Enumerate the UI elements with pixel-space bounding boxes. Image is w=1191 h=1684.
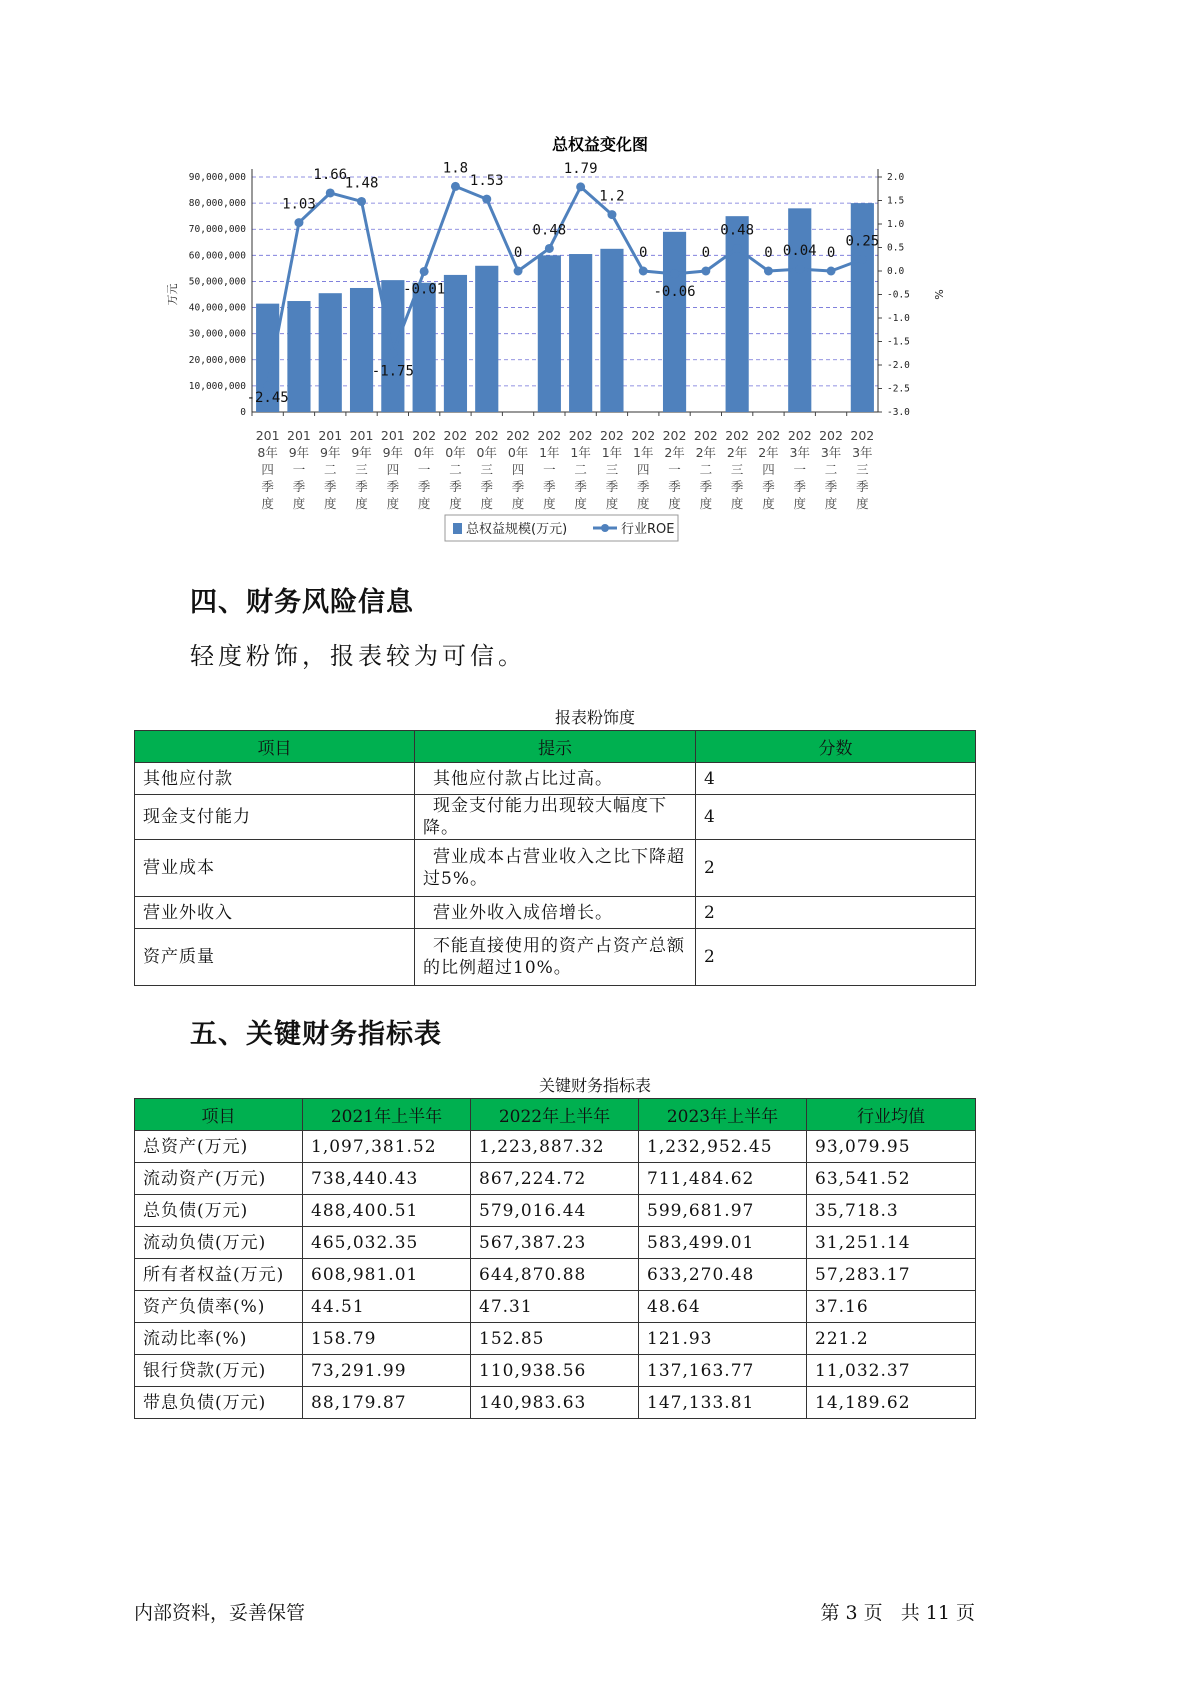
row-value: 57,283.17 <box>807 1259 976 1291</box>
roe-data-label: 1.48 <box>344 175 379 192</box>
header-2022h1: 2022年上半年 <box>471 1099 639 1131</box>
x-tick-label: 度 <box>668 496 681 511</box>
risk-summary: 轻度粉饰，报表较为可信。 <box>190 642 526 670</box>
roe-point <box>795 265 804 274</box>
x-tick-label: 1年 <box>633 445 654 460</box>
equity-bar <box>413 283 436 412</box>
x-tick-label: 1年 <box>601 445 623 460</box>
row-value: 644,870.88 <box>471 1259 639 1291</box>
header-industry-avg: 行业均值 <box>807 1099 976 1131</box>
header-item: 项目 <box>135 731 415 763</box>
x-tick-label: 季 <box>574 479 587 494</box>
row-value: 73,291.99 <box>303 1355 471 1387</box>
row-value: 738,440.43 <box>303 1163 471 1195</box>
row-score: 4 <box>696 795 976 840</box>
header-tip: 提示 <box>415 731 696 763</box>
row-value: 488,400.51 <box>303 1195 471 1227</box>
y-right-tick-label: 0.0 <box>887 266 905 277</box>
row-item: 资产质量 <box>135 929 415 986</box>
roe-point <box>764 267 773 276</box>
roe-point <box>326 188 335 197</box>
x-tick-label: 一 <box>543 462 556 477</box>
row-value: 633,270.48 <box>639 1259 807 1291</box>
whitewash-table-caption: 报表粉饰度 <box>554 708 635 727</box>
row-tip: 营业成本占营业收入之比下降超过5%。 <box>415 840 696 897</box>
x-tick-label: 季 <box>355 479 368 494</box>
x-tick-label: 季 <box>417 479 431 494</box>
row-value: 140,983.63 <box>471 1387 639 1419</box>
roe-point <box>294 218 303 227</box>
x-tick-label: 度 <box>417 496 431 511</box>
row-tip: 不能直接使用的资产占资产总额的比例超过10%。 <box>415 929 696 986</box>
x-tick-label: 季 <box>543 479 556 494</box>
row-value: 48.64 <box>639 1291 807 1323</box>
y-right-tick-label: 1.5 <box>887 195 905 207</box>
equity-bar <box>538 255 561 412</box>
x-tick-label: 1年 <box>570 445 591 460</box>
x-tick-label: 季 <box>511 479 525 494</box>
row-value: 599,681.97 <box>639 1195 807 1227</box>
equity-bar <box>663 232 686 412</box>
legend-line-marker <box>601 524 609 532</box>
roe-point <box>607 210 616 219</box>
row-item: 其他应付款 <box>135 763 415 795</box>
row-value: 93,079.95 <box>807 1131 976 1163</box>
header-item: 项目 <box>135 1099 303 1131</box>
roe-data-label: 1.2 <box>599 188 625 205</box>
row-score: 2 <box>696 929 976 986</box>
x-tick-label: 季 <box>699 479 713 494</box>
table-row <box>135 1323 976 1355</box>
x-tick-label: 度 <box>386 496 400 511</box>
y-left-tick-label: 90,000,000 <box>188 172 246 183</box>
row-value: 867,224.72 <box>471 1163 639 1195</box>
x-tick-label: 度 <box>574 496 587 511</box>
roe-data-label: -0.06 <box>653 283 696 300</box>
roe-point <box>482 195 491 204</box>
row-value: 63,541.52 <box>807 1163 976 1195</box>
row-value: 158.79 <box>303 1323 471 1355</box>
x-tick-label: 202 <box>506 428 530 443</box>
x-tick-label: 度 <box>355 496 368 511</box>
row-value: 579,016.44 <box>471 1195 639 1227</box>
table-row <box>135 1163 976 1195</box>
roe-data-label: 0 <box>826 245 836 261</box>
x-tick-label: 一 <box>793 462 807 477</box>
x-tick-label: 二 <box>323 462 337 477</box>
row-value: 1,223,887.32 <box>471 1131 639 1163</box>
y-left-tick-label: 20,000,000 <box>188 354 246 366</box>
table-row <box>135 1291 976 1323</box>
x-tick-label: 8年 <box>257 445 278 460</box>
row-value: 1,232,952.45 <box>639 1131 807 1163</box>
roe-data-label: 0 <box>701 245 711 261</box>
table-row <box>135 929 976 986</box>
table-header-row <box>135 1099 976 1131</box>
x-tick-label: 季 <box>292 479 306 494</box>
row-tip: 其他应付款占比过高。 <box>415 763 696 795</box>
x-tick-label: 度 <box>824 496 838 511</box>
x-tick-label: 季 <box>449 479 462 494</box>
table-row <box>135 897 976 929</box>
x-tick-label: 季 <box>668 479 681 494</box>
x-tick-label: 1年 <box>539 445 560 460</box>
roe-data-label: 1.66 <box>313 166 348 183</box>
x-tick-label: 三 <box>730 462 744 477</box>
x-tick-label: 四 <box>636 462 650 477</box>
roe-point <box>388 349 397 358</box>
roe-data-label: 0.25 <box>845 233 880 250</box>
row-item: 营业成本 <box>135 840 415 897</box>
x-tick-label: 3年 <box>820 445 842 460</box>
x-tick-label: 季 <box>856 479 869 494</box>
y-right-tick-label: -1.0 <box>887 313 910 324</box>
y-right-tick-label: 0.5 <box>887 242 905 254</box>
x-tick-label: 0年 <box>476 445 497 460</box>
roe-point <box>357 197 366 206</box>
row-item: 营业外收入 <box>135 897 415 929</box>
x-tick-label: 一 <box>417 462 431 477</box>
section5-heading: 五、关键财务指标表 <box>190 1019 442 1050</box>
x-tick-label: 202 <box>662 428 687 443</box>
y-left-tick-label: 0 <box>240 407 246 418</box>
row-label: 总资产(万元) <box>135 1131 303 1163</box>
roe-point <box>514 267 523 276</box>
row-value: 583,499.01 <box>639 1227 807 1259</box>
x-tick-label: 0年 <box>507 445 529 460</box>
header-2021h1: 2021年上半年 <box>303 1099 471 1131</box>
roe-point <box>639 267 648 276</box>
roe-data-label: -2.45 <box>246 390 289 407</box>
header-2023h1: 2023年上半年 <box>639 1099 807 1131</box>
x-tick-label: 季 <box>386 479 400 494</box>
row-value: 47.31 <box>471 1291 639 1323</box>
x-tick-label: 季 <box>261 479 274 494</box>
x-tick-label: 202 <box>537 428 562 443</box>
x-tick-label: 202 <box>631 428 656 443</box>
row-tip: 营业外收入成倍增长。 <box>415 897 696 929</box>
table-row <box>135 1195 976 1227</box>
equity-bar <box>475 266 498 412</box>
roe-data-label: 0.48 <box>720 222 755 239</box>
x-tick-label: 一 <box>668 462 681 477</box>
x-tick-label: 3年 <box>852 445 873 460</box>
indicator-table-caption: 关键财务指标表 <box>538 1076 651 1095</box>
equity-bar <box>600 249 623 412</box>
equity-bar <box>319 293 342 412</box>
roe-data-label: -1.75 <box>371 363 414 380</box>
roe-data-label: 1.53 <box>469 173 504 190</box>
row-label: 流动资产(万元) <box>135 1163 303 1195</box>
row-value: 44.51 <box>303 1291 471 1323</box>
x-tick-label: 四 <box>762 462 775 477</box>
legend-bar-label: 总权益规模(万元) <box>466 522 568 537</box>
y-right-axis-label: % <box>932 289 945 300</box>
row-score: 2 <box>696 897 976 929</box>
row-label: 总负债(万元) <box>135 1195 303 1227</box>
x-tick-label: 202 <box>412 428 437 443</box>
y-left-tick-label: 40,000,000 <box>188 302 246 314</box>
y-right-tick-label: -0.5 <box>887 289 910 301</box>
row-value: 14,189.62 <box>807 1387 976 1419</box>
footer-left: 内部资料，妥善保管 <box>134 1602 306 1624</box>
row-value: 567,387.23 <box>471 1227 639 1259</box>
roe-data-label: -0.01 <box>403 281 446 298</box>
row-label: 所有者权益(万元) <box>135 1259 303 1291</box>
x-tick-label: 度 <box>762 496 775 511</box>
row-label: 资产负债率(%) <box>135 1291 303 1323</box>
row-value: 152.85 <box>471 1323 639 1355</box>
y-left-tick-label: 50,000,000 <box>188 276 246 288</box>
x-tick-label: 一 <box>292 462 306 477</box>
table-row <box>135 1227 976 1259</box>
x-tick-label: 202 <box>756 428 781 443</box>
roe-point <box>451 182 460 191</box>
x-tick-label: 9年 <box>288 445 310 460</box>
x-tick-label: 二 <box>699 462 713 477</box>
row-value: 88,179.87 <box>303 1387 471 1419</box>
x-tick-label: 度 <box>605 496 619 511</box>
x-tick-label: 2年 <box>758 445 779 460</box>
header-score: 分数 <box>696 731 976 763</box>
row-label: 银行贷款(万元) <box>135 1355 303 1387</box>
table-row <box>135 1355 976 1387</box>
x-tick-label: 0年 <box>445 445 466 460</box>
row-value: 11,032.37 <box>807 1355 976 1387</box>
equity-bar <box>350 288 373 412</box>
x-tick-label: 四 <box>386 462 400 477</box>
y-left-tick-label: 30,000,000 <box>188 328 246 340</box>
indicator-table <box>134 1098 976 1419</box>
x-tick-label: 202 <box>474 428 499 443</box>
x-tick-label: 度 <box>699 496 713 511</box>
x-tick-label: 季 <box>762 479 775 494</box>
whitewash-table <box>134 730 976 986</box>
row-label: 流动负债(万元) <box>135 1227 303 1259</box>
row-value: 711,484.62 <box>639 1163 807 1195</box>
x-tick-label: 季 <box>480 479 494 494</box>
y-left-tick-label: 80,000,000 <box>188 198 246 210</box>
y-left-axis-label: 万元 <box>166 283 179 306</box>
row-value: 137,163.77 <box>639 1355 807 1387</box>
x-tick-label: 季 <box>323 479 337 494</box>
x-tick-label: 度 <box>543 496 556 511</box>
x-tick-label: 2年 <box>664 445 685 460</box>
x-tick-label: 二 <box>449 462 462 477</box>
equity-chart-svg <box>160 135 1020 595</box>
page-number: 第 3 页 共 11 页 <box>820 1602 975 1624</box>
x-tick-label: 202 <box>443 428 468 443</box>
x-tick-label: 度 <box>511 496 525 511</box>
roe-point <box>733 244 742 253</box>
roe-data-label: 0 <box>764 245 773 261</box>
x-tick-label: 202 <box>600 428 624 443</box>
x-tick-label: 度 <box>856 496 869 511</box>
x-tick-label: 201 <box>318 428 343 443</box>
x-tick-label: 2年 <box>726 445 748 460</box>
x-tick-label: 9年 <box>351 445 372 460</box>
table-row <box>135 763 976 795</box>
x-tick-label: 三 <box>605 462 619 477</box>
row-tip: 现金支付能力出现较大幅度下降。 <box>415 795 696 840</box>
x-tick-label: 季 <box>636 479 650 494</box>
row-value: 465,032.35 <box>303 1227 471 1259</box>
row-value: 1,097,381.52 <box>303 1131 471 1163</box>
x-tick-label: 9年 <box>382 445 404 460</box>
roe-point <box>420 267 429 276</box>
x-tick-label: 202 <box>787 428 812 443</box>
x-tick-label: 度 <box>292 496 306 511</box>
table-row <box>135 795 976 840</box>
section4-heading: 四、财务风险信息 <box>190 587 414 618</box>
x-tick-label: 9年 <box>320 445 341 460</box>
y-left-tick-label: 60,000,000 <box>188 250 246 262</box>
y-right-tick-label: -2.5 <box>887 383 910 395</box>
row-value: 121.93 <box>639 1323 807 1355</box>
row-value: 37.16 <box>807 1291 976 1323</box>
row-score: 2 <box>696 840 976 897</box>
roe-data-label: 0.48 <box>532 222 567 239</box>
table-row <box>135 1387 976 1419</box>
roe-data-label: 1.03 <box>282 196 316 213</box>
x-tick-label: 201 <box>255 428 280 443</box>
x-tick-label: 度 <box>793 496 807 511</box>
x-tick-label: 3年 <box>789 445 810 460</box>
x-tick-label: 度 <box>636 496 650 511</box>
roe-point <box>827 267 836 276</box>
roe-point <box>670 269 679 278</box>
x-tick-label: 202 <box>725 428 750 443</box>
x-tick-label: 201 <box>380 428 405 443</box>
roe-point <box>576 182 585 191</box>
equity-chart <box>160 135 1020 595</box>
x-tick-label: 2年 <box>695 445 717 460</box>
x-tick-label: 度 <box>449 496 462 511</box>
table-row <box>135 1131 976 1163</box>
y-left-tick-label: 10,000,000 <box>188 380 246 392</box>
roe-point <box>701 267 710 276</box>
x-tick-label: 四 <box>511 462 525 477</box>
table-row <box>135 1259 976 1291</box>
row-item: 现金支付能力 <box>135 795 415 840</box>
row-value: 608,981.01 <box>303 1259 471 1291</box>
x-tick-label: 度 <box>730 496 744 511</box>
equity-bar <box>788 208 811 412</box>
x-tick-label: 三 <box>355 462 368 477</box>
table-header-row <box>135 731 976 763</box>
y-left-tick-label: 70,000,000 <box>188 224 246 236</box>
x-tick-label: 202 <box>850 428 875 443</box>
x-tick-label: 度 <box>323 496 337 511</box>
x-tick-label: 季 <box>824 479 838 494</box>
x-tick-label: 202 <box>819 428 843 443</box>
x-tick-label: 度 <box>261 496 274 511</box>
x-tick-label: 201 <box>349 428 374 443</box>
chart-title: 总权益变化图 <box>551 135 649 154</box>
x-tick-label: 二 <box>824 462 838 477</box>
roe-point <box>858 255 867 264</box>
row-value: 221.2 <box>807 1323 976 1355</box>
x-tick-label: 三 <box>480 462 494 477</box>
x-tick-label: 三 <box>856 462 869 477</box>
table-row <box>135 840 976 897</box>
x-tick-label: 四 <box>261 462 274 477</box>
equity-bar <box>569 254 592 412</box>
row-value: 31,251.14 <box>807 1227 976 1259</box>
roe-data-label: 1.8 <box>442 160 469 177</box>
x-tick-label: 0年 <box>413 445 435 460</box>
row-label: 带息负债(万元) <box>135 1387 303 1419</box>
x-tick-label: 季 <box>793 479 807 494</box>
roe-data-label: 0 <box>639 245 648 261</box>
roe-data-label: 1.79 <box>563 160 598 177</box>
row-label: 流动比率(%) <box>135 1323 303 1355</box>
x-tick-label: 度 <box>480 496 494 511</box>
equity-bar <box>287 301 310 412</box>
y-right-tick-label: -3.0 <box>887 407 910 418</box>
x-tick-label: 二 <box>574 462 587 477</box>
roe-data-label: 0 <box>513 245 523 261</box>
row-value: 35,718.3 <box>807 1195 976 1227</box>
row-value: 110,938.56 <box>471 1355 639 1387</box>
row-score: 4 <box>696 763 976 795</box>
roe-data-label: 0.04 <box>782 243 817 260</box>
y-right-tick-label: 1.0 <box>887 219 905 230</box>
y-right-tick-label: -1.5 <box>887 336 910 348</box>
x-tick-label: 201 <box>287 428 311 443</box>
y-right-tick-label: 2.0 <box>887 172 905 183</box>
legend-bar-swatch <box>453 523 462 534</box>
x-tick-label: 季 <box>730 479 744 494</box>
legend-line-label: 行业ROE <box>621 522 675 537</box>
x-tick-label: 202 <box>693 428 718 443</box>
x-tick-label: 季 <box>605 479 619 494</box>
y-right-tick-label: -2.0 <box>887 360 910 371</box>
equity-bar <box>444 275 467 412</box>
row-value: 147,133.81 <box>639 1387 807 1419</box>
x-tick-label: 202 <box>568 428 593 443</box>
roe-point <box>545 244 554 253</box>
